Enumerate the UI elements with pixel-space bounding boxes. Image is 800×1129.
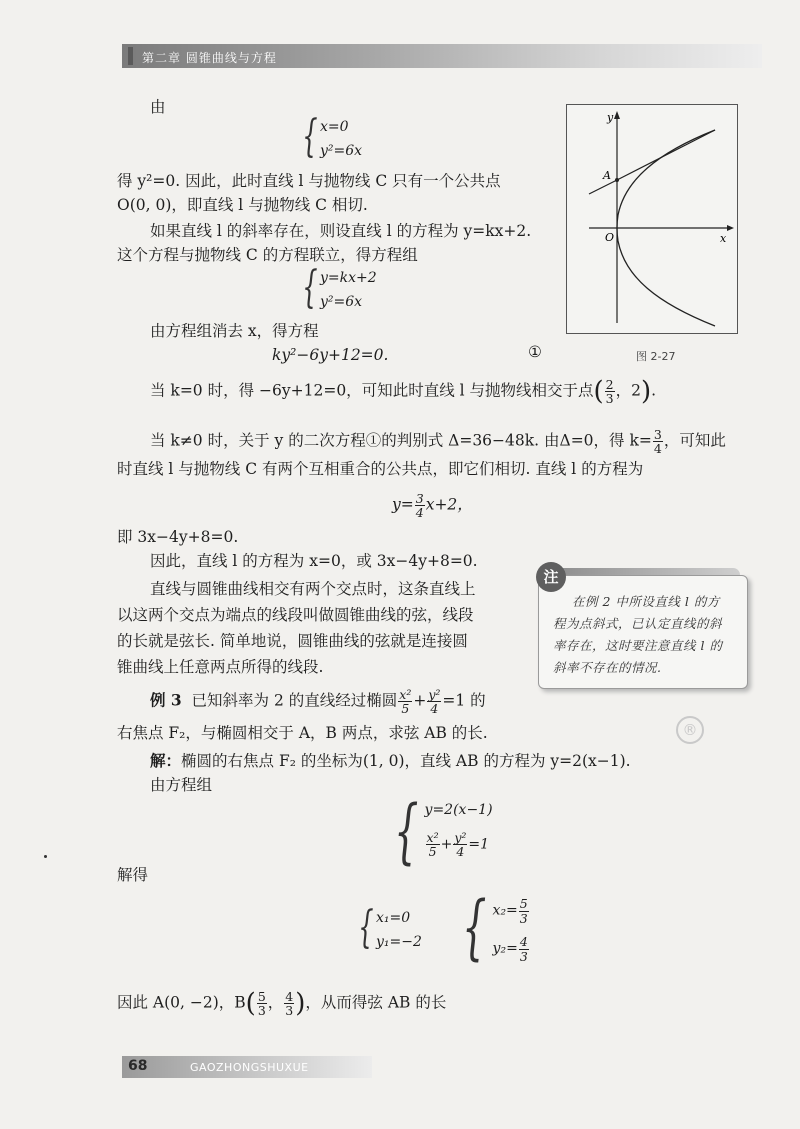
solution-line	[150, 752, 631, 771]
text-segment: x+2，	[425, 495, 473, 514]
note-line: 在例 2 中所设直线 l 的方	[572, 594, 720, 609]
system-line	[493, 935, 530, 962]
y-axis-arrow	[614, 111, 620, 119]
figure-parabola-graph	[566, 104, 738, 334]
brace: {	[358, 902, 374, 953]
text-line: 因此，直线 l 的方程为 x=0，或 3x−4y+8=0.	[150, 552, 478, 570]
numerator: x²	[399, 687, 412, 702]
text-segment: +	[440, 836, 453, 853]
system-line: x₁=0	[376, 910, 411, 926]
text-segment: ，	[267, 993, 284, 1012]
fraction	[426, 831, 440, 858]
x-axis-label: x	[720, 232, 727, 245]
text-line: 以这两个交点为端点的线段叫做圆锥曲线的弦，线段	[117, 606, 474, 624]
system-line: y²=6x	[320, 143, 363, 159]
denominator: 4	[456, 843, 465, 859]
text-segment: y₂=	[492, 941, 518, 957]
equation-tag: ①	[528, 343, 542, 361]
x-axis-arrow	[727, 225, 734, 231]
fraction	[519, 935, 529, 962]
point-a-label: A	[603, 169, 611, 182]
text-line-with-point: 当 k=0 时，得 −6y+12=0，可知此时直线 l 与抛物线相交于点( $\frac{2}{3}$ ，2).	[150, 376, 657, 407]
text-segment: 椭圆的右焦点 F₂ 的坐标为(1, 0)，直线 AB 的方程为 y=2(x−1).	[181, 752, 631, 770]
tangent-line-ext	[589, 180, 617, 194]
text-line: 由	[150, 98, 166, 116]
denominator: 4	[430, 701, 439, 717]
chapter-title: 第二章 圆锥曲线与方程	[142, 51, 277, 65]
brace: {	[394, 790, 419, 872]
system-line: y=2(x−1)	[424, 802, 493, 819]
numerator: 5	[257, 989, 266, 1004]
paren: (	[245, 988, 256, 1019]
denominator: 3	[605, 391, 614, 407]
solution-label: 解：	[150, 751, 182, 770]
text-segment: x₂=	[492, 903, 518, 919]
text-segment: ，可知此	[663, 431, 726, 450]
equation-system-3	[384, 790, 493, 872]
text-segment: ，2	[615, 381, 641, 400]
brace: {	[462, 886, 487, 968]
system-line: x=0	[320, 119, 349, 135]
note-label: 注	[536, 562, 566, 592]
text-segment: =1 的	[442, 691, 486, 710]
numerator: 2	[605, 377, 614, 392]
note-line: 程为点斜式，已认定直线的斜	[553, 616, 723, 631]
numerator: 3	[415, 491, 424, 506]
equation-system-2	[296, 262, 377, 314]
text-line: 直线与圆锥曲线相交有两个交点时，这条直线上	[150, 580, 476, 598]
paren: (	[593, 376, 604, 407]
origin-label: O	[605, 231, 615, 244]
denominator: 5	[428, 843, 437, 859]
text-segment: 当 k≠0 时，关于 y 的二次方程①的判别式 Δ=36−48k. 由Δ=0，得 k=	[150, 431, 652, 450]
header-accent	[128, 47, 133, 65]
numerator: x²	[426, 829, 439, 845]
denominator: 5	[401, 701, 410, 717]
note-line: 斜率不存在的情况.	[553, 660, 662, 675]
system-line: y²=6x	[320, 294, 363, 310]
system-line: y₁=−2	[376, 934, 422, 950]
y-axis-label: y	[607, 111, 614, 124]
text-line: O(0, 0)，即直线 l 与抛物线 C 相切.	[117, 196, 368, 214]
text-segment: y=	[392, 495, 414, 514]
note-line: 率存在，这时要注意直线 l 的	[553, 638, 723, 653]
text-line: 得 y²=0. 因此，此时直线 l 与抛物线 C 只有一个公共点	[117, 172, 501, 190]
text-segment: 因此 A(0, −2)，B	[117, 993, 246, 1012]
equation-1: ky²−6y+12=0.	[272, 346, 389, 364]
text-line: 即 3x−4y+8=0.	[117, 528, 239, 546]
solution-system-1	[352, 902, 422, 954]
text-line: 时直线 l 与抛物线 C 有两个互相重合的公共点，即它们相切. 直线 l 的方程为	[117, 460, 644, 478]
fraction	[653, 428, 663, 455]
fraction	[519, 897, 529, 924]
equation-system-1	[296, 111, 363, 163]
text-segment: ，从而得弦 AB 的长	[305, 993, 447, 1012]
text-line: 由方程组	[150, 776, 213, 794]
denominator: 3	[257, 1003, 266, 1019]
denominator: 3	[519, 910, 528, 926]
stray-mark	[44, 855, 47, 858]
numerator: 4	[285, 989, 294, 1004]
page-number: 68	[128, 1058, 148, 1074]
denominator: 4	[415, 505, 424, 521]
text-line-discriminant	[150, 428, 726, 455]
denominator: 3	[519, 948, 528, 964]
text-line: 这个方程与抛物线 C 的方程联立，得方程组	[117, 246, 418, 264]
fraction	[398, 688, 412, 715]
tangent-line	[617, 130, 715, 180]
text-line: 解得	[117, 866, 149, 884]
text-line: 右焦点 F₂，与椭圆相交于 A，B 两点，求弦 AB 的长.	[117, 724, 488, 742]
brace: {	[302, 111, 318, 162]
equation-2	[392, 492, 473, 519]
fraction	[257, 990, 267, 1017]
figure-caption: 图 2-27	[636, 350, 676, 363]
text-line: 由方程组消去 x，得方程	[150, 322, 319, 340]
fraction	[453, 831, 467, 858]
solution-system-2	[452, 886, 530, 968]
example-3-line	[150, 688, 486, 715]
numerator: 3	[653, 427, 662, 442]
paren: )	[295, 988, 306, 1019]
text-segment: =1	[468, 836, 490, 853]
numerator: 5	[519, 896, 528, 912]
fraction	[415, 492, 425, 519]
text-segment: 已知斜率为 2 的直线经过椭圆	[191, 691, 398, 710]
text-segment: +	[413, 691, 427, 710]
footer-brand: GAOZHONGSHUXUE	[190, 1061, 309, 1074]
denominator: 3	[285, 1003, 294, 1019]
numerator: y²	[428, 687, 441, 702]
brace: {	[302, 262, 318, 313]
registered-mark: ®	[676, 716, 704, 744]
numerator: 4	[519, 934, 528, 950]
example-label: 例 3	[150, 690, 182, 710]
fraction	[427, 688, 441, 715]
fraction	[605, 378, 615, 405]
paren: )	[640, 376, 652, 407]
system-line-ellipse	[425, 831, 493, 858]
denominator: 4	[653, 441, 662, 457]
numerator: y²	[454, 829, 467, 845]
point-a	[615, 178, 619, 182]
text-line: 如果直线 l 的斜率存在，则设直线 l 的方程为 y=kx+2.	[150, 222, 532, 240]
text-line: 的长就是弦长. 简单地说，圆锥曲线的弦就是连接圆	[117, 632, 468, 650]
system-line	[493, 897, 530, 924]
fraction	[284, 990, 294, 1017]
text-segment: 当 k=0 时，得 −6y+12=0，可知此时直线 l 与抛物线相交于点	[150, 381, 594, 400]
text-line: 锥曲线上任意两点所得的线段.	[117, 658, 324, 676]
final-line	[117, 990, 446, 1017]
system-line: y=kx+2	[320, 270, 377, 286]
